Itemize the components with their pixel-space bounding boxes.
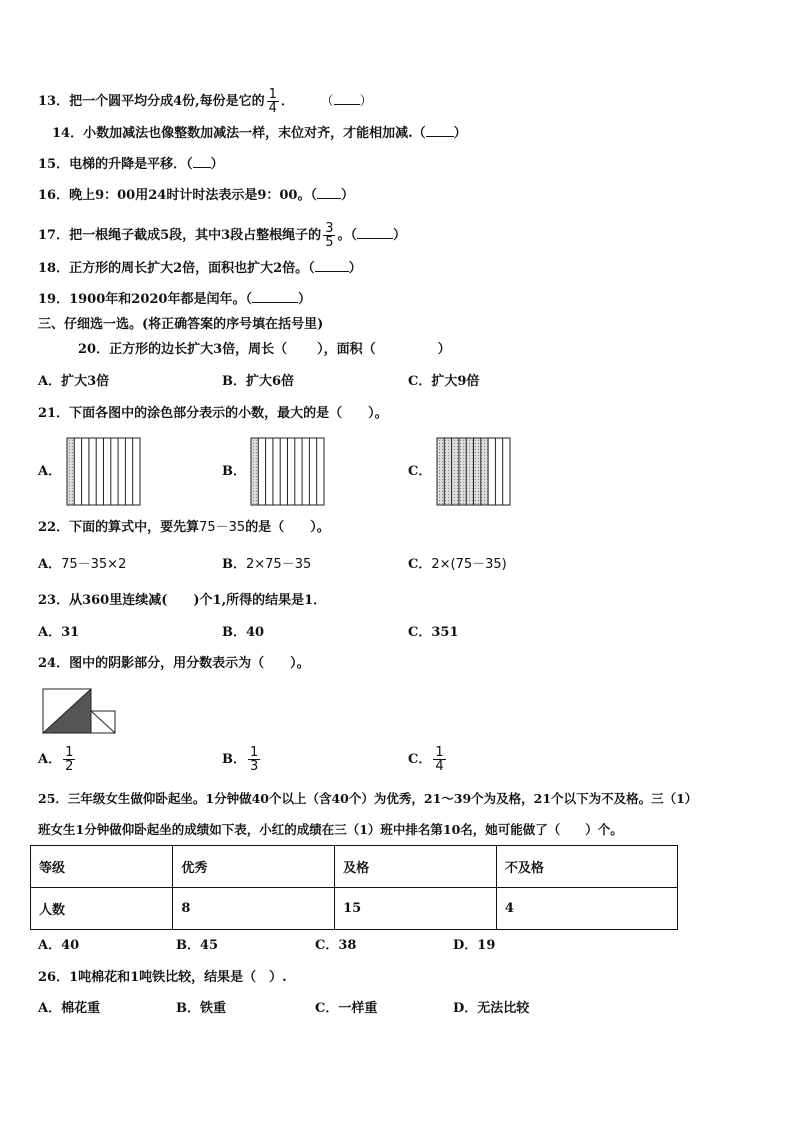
q25-option-d[interactable]: D．19 [453, 938, 496, 953]
table-header-cell: 不及格 [496, 846, 677, 888]
q21-figure-b [250, 437, 326, 507]
q21-figure-a [66, 437, 142, 507]
question-16: 16．晚上9：00用24时计时法表示是9：00。（ ） [38, 188, 354, 203]
question-15: 15．电梯的升降是平移．（ ） [38, 157, 224, 172]
q23-option-b[interactable]: B．40 [222, 625, 265, 640]
table-cell: 人数 [31, 888, 173, 930]
question-24: 24．图中的阴影部分，用分数表示为（ ）。 [38, 656, 310, 671]
answer-blank[interactable] [334, 92, 360, 105]
fraction: $\frac{1}{4}$ [268, 87, 277, 116]
q26-option-a[interactable]: A．棉花重 [38, 1001, 101, 1016]
q21-option-a-label[interactable]: A． [38, 464, 62, 479]
q26-option-b[interactable]: B．铁重 [176, 1001, 226, 1016]
table-header-cell: 优秀 [173, 846, 335, 888]
q21-option-c-label[interactable]: C． [408, 464, 432, 479]
q24-figure [42, 688, 118, 736]
q23-option-a[interactable]: A．31 [38, 625, 80, 640]
answer-blank[interactable] [357, 226, 393, 239]
question-23: 23．从360里连续减( )个1,所得的结果是1． [38, 593, 327, 608]
q20-option-c[interactable]: C．扩大9倍 [408, 374, 480, 389]
q24-option-a[interactable]: A． $\frac{1}{2}$ [38, 745, 74, 774]
answer-blank[interactable] [317, 186, 341, 199]
q20-option-b[interactable]: B．扩大6倍 [222, 374, 295, 389]
table-header-cell: 等级 [31, 846, 173, 888]
table-row [31, 846, 678, 888]
question-17: 17．把一根绳子截成5段，其中3段占整根绳子的 $\frac{3}{5}$ 。（ ） [38, 221, 406, 250]
q21-figure-c [436, 437, 512, 507]
answer-blank[interactable] [252, 290, 298, 303]
section-3-title: 三、仔细选一选。(将正确答案的序号填在括号里) [38, 317, 324, 332]
answer-blank[interactable] [193, 155, 211, 168]
grade-table [30, 845, 678, 930]
q26-option-c[interactable]: C．一样重 [315, 1001, 378, 1016]
q24-option-c[interactable]: C． $\frac{1}{4}$ [408, 745, 444, 774]
answer-blank[interactable] [315, 259, 349, 272]
q24-option-b[interactable]: B． $\frac{1}{3}$ [222, 745, 259, 774]
question-20: 20．正方形的边长扩大3倍，周长（ ），面积（ ） [78, 342, 451, 357]
question-18: 18．正方形的周长扩大2倍，面积也扩大2倍。（ ） [38, 261, 362, 276]
q25-option-b[interactable]: B．45 [176, 938, 219, 953]
q20-option-a[interactable]: A．扩大3倍 [38, 374, 110, 389]
shaded-strip [67, 438, 74, 505]
question-25-line-1: 25．三年级女生做仰卧起坐。1分钟做40个以上（含40个）为优秀，21～39个为及格，21个以下为不及格。三（1） [38, 791, 698, 806]
table-cell: 8 [173, 888, 335, 930]
question-13: 13．把一个圆平均分成4份,每份是它的 $\frac{1}{4}$ ． （ ） [38, 87, 373, 116]
table-header-cell: 及格 [335, 846, 497, 888]
q25-option-c[interactable]: C．38 [315, 938, 357, 953]
q26-option-d[interactable]: D．无法比较 [453, 1001, 530, 1016]
shaded-strip [251, 438, 258, 505]
fraction: $\frac{3}{5}$ [325, 221, 334, 250]
q22-option-c[interactable]: C．2×(75－35) [408, 557, 507, 572]
question-22: 22．下面的算式中，要先算75－35的是（ ）。 [38, 520, 330, 535]
table-cell: 15 [335, 888, 497, 930]
question-25-line-2: 班女生1分钟做仰卧起坐的成绩如下表，小红的成绩在三（1）班中排名第10名，她可能做了（ ）个。 [38, 822, 623, 837]
q25-option-a[interactable]: A．40 [38, 938, 80, 953]
question-21: 21．下面各图中的涂色部分表示的小数，最大的是（ ）。 [38, 406, 388, 421]
q22-option-b[interactable]: B．2×75－35 [222, 557, 312, 572]
question-19: 19．1900年和2020年都是闰年。（ ） [38, 292, 311, 307]
q22-option-a[interactable]: A．75－35×2 [38, 557, 127, 572]
question-26: 26．1吨棉花和1吨铁比较，结果是（ ）. [38, 970, 287, 985]
answer-blank[interactable] [426, 124, 454, 137]
q23-option-c[interactable]: C．351 [408, 625, 459, 640]
table-row [31, 888, 678, 930]
question-14: 14．小数加减法也像整数加减法一样，末位对齐，才能相加减.（ ） [52, 126, 467, 141]
table-cell: 4 [496, 888, 677, 930]
q21-option-b-label[interactable]: B． [222, 464, 246, 479]
